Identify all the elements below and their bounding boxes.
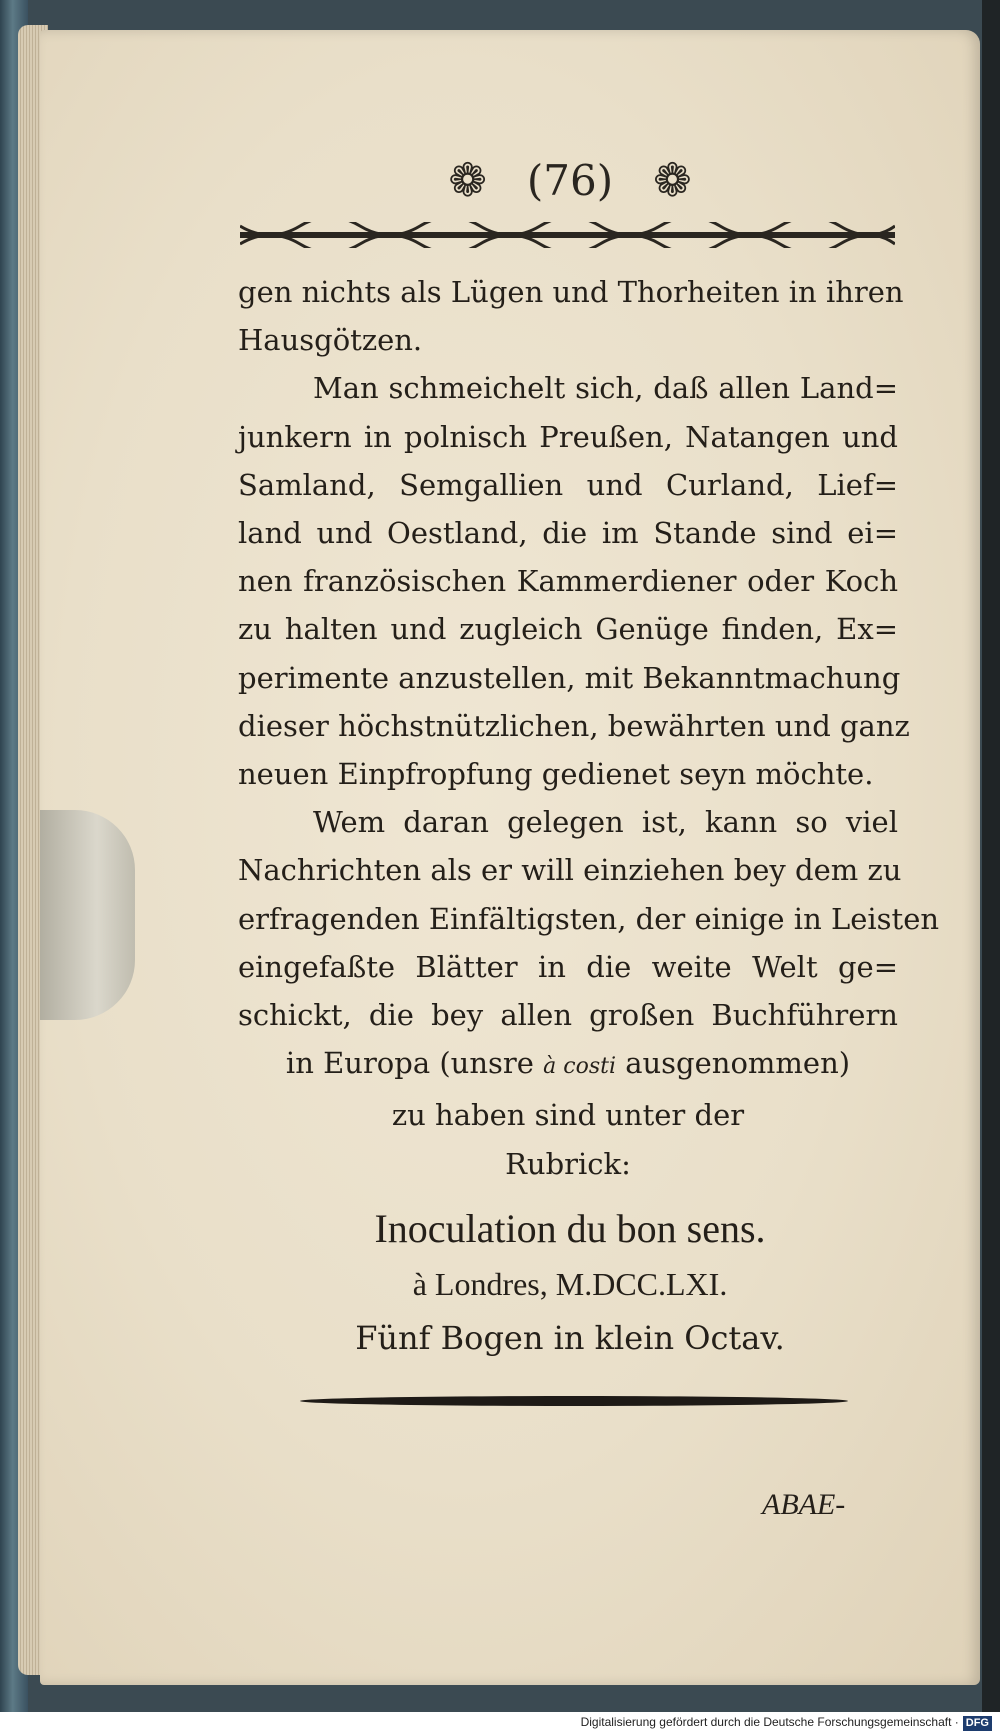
footer-text: Digitalisierung gefördert durch die Deutsche Forschungsgemeinschaft · (580, 1715, 959, 1729)
text-line: Hausgötzen. (238, 323, 423, 358)
text-line: Man schmeichelt sich, daß allen Land= (313, 371, 898, 406)
paper-clip (40, 810, 135, 1020)
text-line: Samland, Semgallien und Curland, Lief= (238, 467, 898, 502)
book-title-block (240, 1200, 900, 1366)
text-line: schickt, die bey allen großen Buchführern (238, 998, 898, 1033)
europa-text-before: in Europa (unsre (285, 1046, 544, 1081)
book-title: Inoculation du bon sens. (374, 1206, 766, 1251)
text-line: zu halten und zugleich Genüge finden, Ex= (238, 612, 898, 647)
text-line: Rubrick: (505, 1146, 631, 1181)
rosette-ornament-left-icon: ❁ (448, 153, 487, 207)
digitization-footer (0, 1712, 1000, 1733)
ornamental-band (240, 222, 895, 248)
horizontal-rule (300, 1396, 848, 1406)
text-line: nen französischen Kammerdiener oder Koch (238, 564, 898, 599)
text-line: dieser höchstnützlichen, bewährten und ganz (238, 708, 910, 743)
text-line: perimente anzustellen, mit Bekanntmachung (238, 660, 901, 695)
text-line (238, 1039, 898, 1091)
text-line: gen nichts als Lügen und Thorheiten in ihren (238, 275, 904, 309)
rosette-ornament-right-icon: ❁ (653, 153, 692, 207)
text-line: Nachrichten als er will einziehen bey dem zu (238, 853, 902, 888)
body-text (238, 268, 940, 1188)
italic-phrase: à costi (543, 1054, 616, 1080)
page-header (420, 150, 720, 210)
format-line: Fünf Bogen in klein Octav. (355, 1319, 785, 1357)
text-line: zu haben sind unter der (391, 1098, 745, 1133)
text-line: Wem daran gelegen ist, kann so viel (313, 805, 898, 840)
text-line: land und Oestland, die im Stande sind ei= (238, 516, 898, 551)
publication-line: à Londres, M.DCC.LXI. (412, 1266, 728, 1302)
text-line: erfragenden Einfältigsten, der einige in Leisten (238, 901, 940, 936)
text-line: eingefaßte Blätter in die weite Welt ge= (238, 949, 898, 984)
catchword: ABAE- (762, 1488, 846, 1521)
page-number: (76) (526, 155, 614, 205)
background-edge (982, 0, 1000, 1733)
europa-text-after: ausgenommen) (615, 1046, 851, 1081)
dfg-logo-icon: DFG (963, 1716, 992, 1731)
text-line: neuen Einpfropfung gedienet seyn möchte. (238, 757, 874, 792)
text-line: junkern in polnisch Preußen, Natangen und (238, 419, 898, 454)
